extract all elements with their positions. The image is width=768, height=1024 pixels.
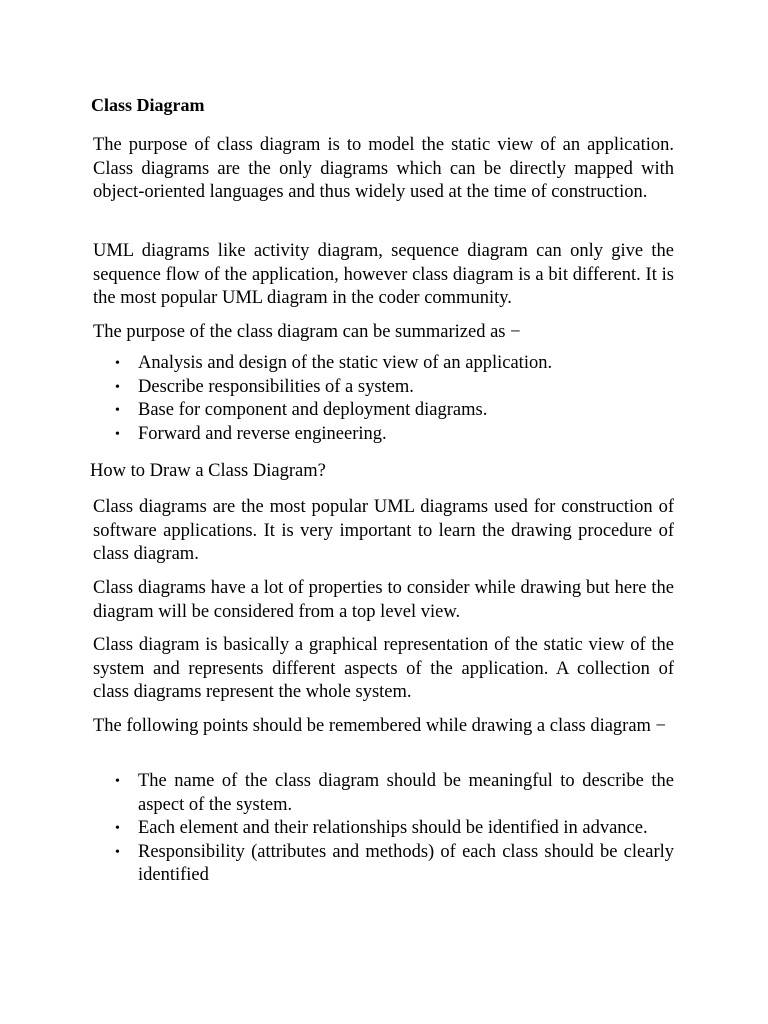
drawing-points-list [110,770,674,888]
bullet-icon: • [115,821,120,836]
list-item-text: The name of the class diagram should be meaningful to describe the aspect of the system. [138,771,674,815]
document-title: Class Diagram [91,95,205,115]
section-paragraph-4: The following points should be remembered while drawing a class diagram − [93,716,666,736]
list-item [110,376,674,400]
section-paragraph-2: Class diagrams have a lot of properties to consider while drawing but here the diagram will be considered from a top level view. [93,578,674,622]
bullet-icon: • [115,426,120,442]
bullet-icon: • [115,844,120,860]
bullet-icon: • [115,356,120,371]
list-item [110,770,674,817]
list-item-text: Analysis and design of the static view of an application. [138,353,553,373]
list-item [110,423,674,447]
purpose-list [110,352,674,446]
list-item [110,841,674,888]
intro-paragraph-1: The purpose of class diagram is to model the static view of an application. Class diagrams are the only diagrams which can be directly mapped with object-oriented languages and thus widely used at the time of construction. [93,135,674,202]
list-item-text: Forward and reverse engineering. [138,423,387,444]
intro-paragraph-3: The purpose of the class diagram can be summarized as − [93,322,521,342]
list-item [110,817,674,841]
bullet-icon: • [115,774,120,789]
section-paragraph-1: Class diagrams are the most popular UML diagrams used for construction of software applications. It is very important to learn the drawing procedure of class diagram. [93,497,674,564]
list-item-text: Each element and their relationships should be identified in advance. [138,818,648,838]
list-item [110,352,674,376]
list-item-text: Base for component and deployment diagrams. [138,400,488,420]
section-heading: How to Draw a Class Diagram? [90,461,326,481]
section-paragraph-3: Class diagram is basically a graphical representation of the static view of the system and represents different aspects of the application. A collection of class diagrams represent the whole system. [93,635,674,702]
list-item [110,399,674,423]
list-item-text: Responsibility (attributes and methods) of each class should be clearly identified [138,841,674,885]
bullet-icon: • [115,379,120,395]
bullet-icon: • [115,403,120,418]
intro-paragraph-2: UML diagrams like activity diagram, sequence diagram can only give the sequence flow of the application, however class diagram is a bit different. It is the most popular UML diagram in the coder community. [93,241,674,308]
list-item-text: Describe responsibilities of a system. [138,376,414,397]
